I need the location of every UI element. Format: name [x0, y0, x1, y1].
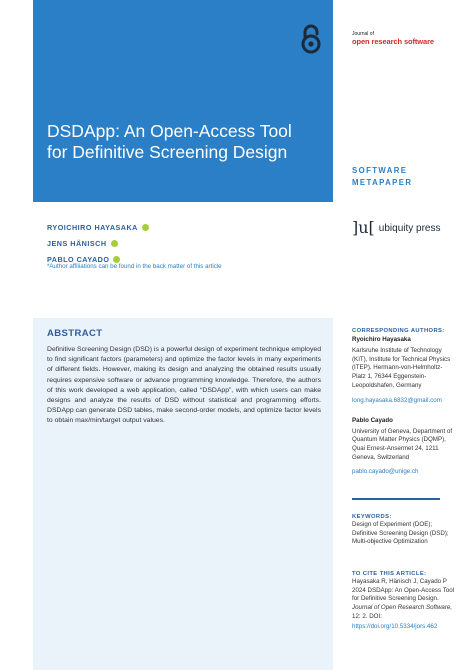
section-divider — [352, 498, 440, 500]
author-name[interactable]: PABLO CAYADO — [47, 254, 110, 264]
doi-link[interactable]: https://doi.org/10.5334/jors.462 — [352, 622, 438, 630]
document-type-line2: METAPAPER — [352, 178, 413, 187]
orcid-icon[interactable] — [113, 256, 120, 263]
journal-logo[interactable] — [352, 31, 462, 46]
author-name[interactable]: RYOICHIRO HAYASAKA — [47, 222, 138, 232]
citation-heading: TO CITE THIS ARTICLE: — [352, 571, 427, 577]
affiliation-note[interactable]: *Author affiliations can be found in the back matter of this article — [47, 263, 222, 270]
citation-text — [352, 578, 456, 631]
journal-name: open research software — [352, 37, 434, 46]
corresponding-author-name: Pablo Cayado — [352, 416, 393, 424]
corresponding-author-address: Karlsruhe Institute of Technology (KIT), Institute for Technical Physics (ITEP), Hermann-von-Helmholtz-Platz 1, 76344 Eggenstein-Leopoldshafen, Germany — [352, 347, 451, 389]
citation-text-a: Hayasaka R, Hänisch J, Cayado P 2024 DSDApp: An Open-Access Tool for Definitive Screening Design. — [352, 578, 455, 603]
corresponding-author-email[interactable]: pablo.cayado@unige.ch — [352, 468, 419, 476]
publisher-logo[interactable] — [352, 218, 462, 238]
document-type — [352, 165, 452, 189]
orcid-icon[interactable] — [111, 240, 118, 247]
citation-journal: Journal of Open Research Software, — [352, 604, 453, 612]
corresponding-author-email[interactable]: long.hayasaka.6832@gmail.com — [352, 396, 442, 404]
corresponding-authors — [352, 327, 456, 476]
publisher-name: ubiquity press — [378, 222, 441, 234]
orcid-icon[interactable] — [142, 224, 149, 231]
abstract-text: Definitive Screening Design (DSD) is a powerful design of experiment technique employed to find significant factors (parameters) and optimize the factor levels in many experiments of different fields. However, making its design and analyzing the obtained results usually requires expensive software or advance programming knowledge. Therefore, the authors of this work developed a web application, called “DSDApp”, with which users can make designs and analyze the results of DSD without statistical and programming efforts. DSDApp can generate DSD tables, make second-order models, and optimize factor levels to obtain max/min/target output values. — [47, 346, 321, 425]
article-title: DSDApp: An Open-Access Tool for Definitive Screening Design — [47, 121, 292, 162]
author-item — [47, 235, 307, 251]
journal-prefix: Journal of — [352, 31, 374, 37]
title-banner — [33, 0, 333, 202]
abstract-heading: ABSTRACT — [47, 328, 103, 339]
author-name[interactable]: JENS HÄNISCH — [47, 238, 107, 248]
open-access-lock-icon — [300, 24, 322, 54]
corresponding-author-name: Ryoichiro Hayasaka — [352, 336, 411, 343]
author-item — [47, 219, 307, 235]
author-list — [47, 219, 307, 267]
document-type-line1: SOFTWARE — [352, 166, 408, 175]
citation-section — [352, 570, 456, 631]
keywords-heading: KEYWORDS: — [352, 514, 392, 520]
corresponding-author-address: University of Geneva, Department of Quantum Matter Physics (DQMP), Quai Ernest-Ansermet 24, 1211 Geneva, Switzerland — [352, 427, 453, 461]
citation-text-b: 12: 2. DOI: — [352, 612, 382, 620]
ubiquity-mark-icon: ]u[ — [352, 218, 375, 237]
abstract-section — [33, 318, 333, 670]
keywords-text: Design of Experiment (DOE); Definitive Screening Design (DSD); Multi-objective Optimization — [352, 521, 449, 546]
corresponding-heading: CORRESPONDING AUTHORS: — [352, 328, 445, 334]
keywords-section — [352, 513, 456, 547]
